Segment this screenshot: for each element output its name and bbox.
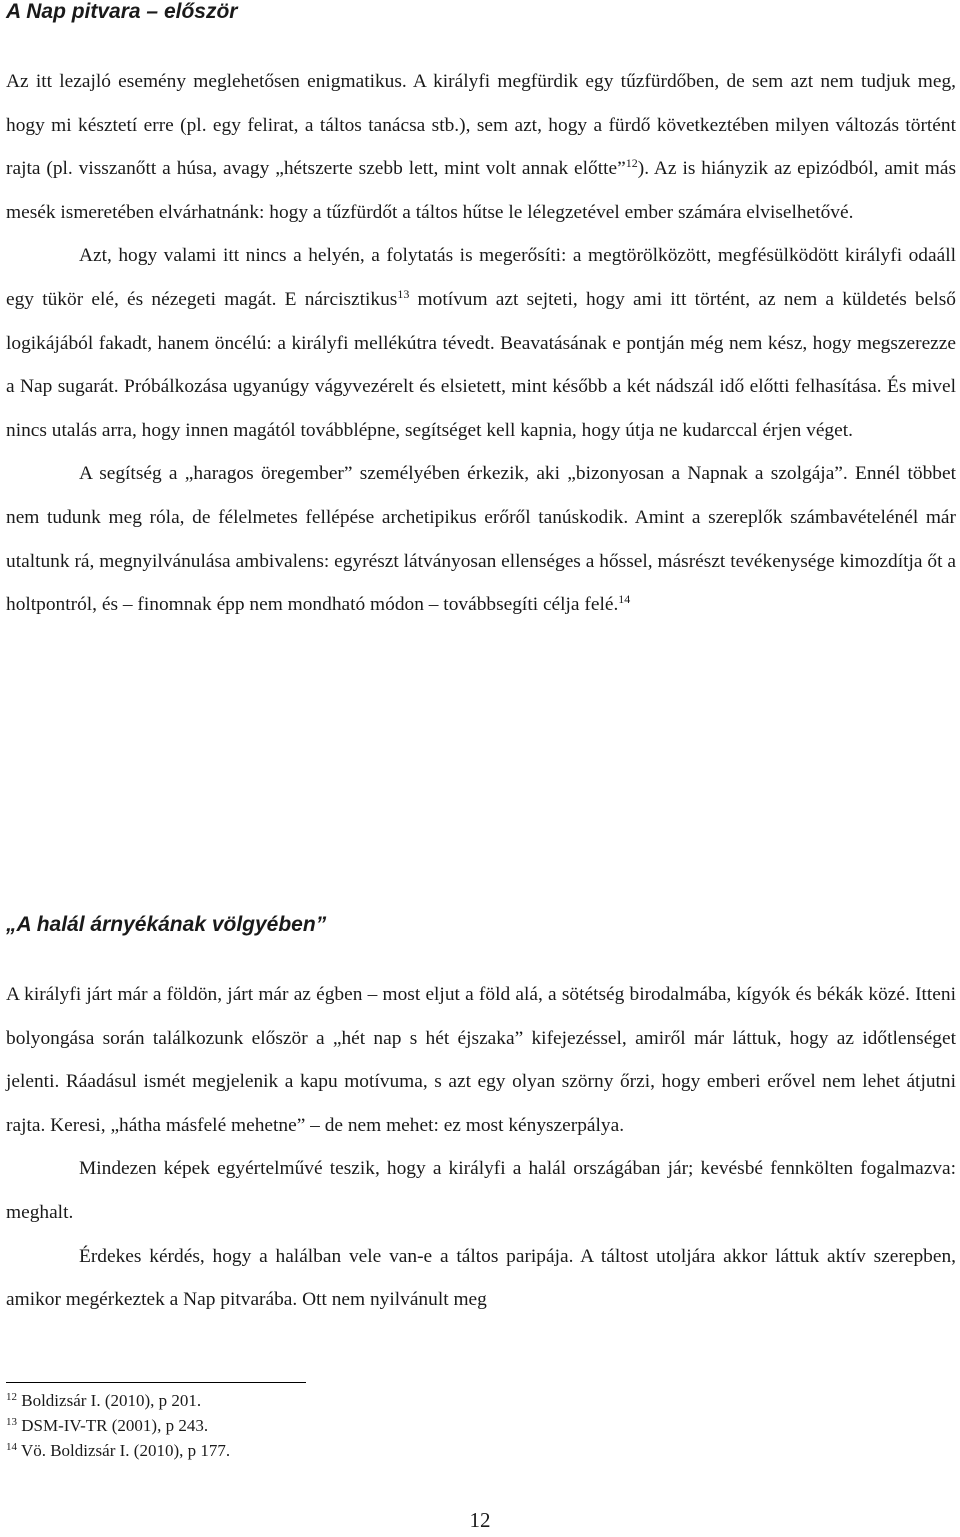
section-heading-halal-arnyeka: „A halál árnyékának völgyében”: [6, 913, 327, 936]
footnote-text: Boldizsár I. (2010), p 201.: [17, 1391, 202, 1410]
footnote-text: Vö. Boldizsár I. (2010), p 177.: [17, 1441, 231, 1460]
footnote-number: 13: [6, 1416, 17, 1428]
page-number: 12: [469, 1508, 491, 1532]
footnotes: [6, 1388, 706, 1463]
section-heading-nap-pitvara: A Nap pitvara – először: [6, 0, 238, 23]
footnote-ref-14[interactable]: 14: [618, 592, 631, 607]
footnote-item: [6, 1438, 706, 1463]
paragraph: A királyfi járt már a földön, járt már az égben – most eljut a föld alá, a sötétség birodalmába, kígyók és békák közé. Itteni bolyongása során találkozunk először a „hét nap s hét éjszaka” kifejezéssel, amiről már láttuk, hogy az időtlenséget jelenti. Ráadásul ismét megjelenik a kapu motívuma, s azt egy olyan szörny őrzi, hogy emberi erővel nem lehet átjutni rajta. Keresi, „hátha másfelé mehetne” – de nem mehet: ez most kényszerpálya.: [6, 984, 956, 1136]
footnote-item: [6, 1388, 706, 1413]
section-halal-arnyeka: [6, 973, 956, 1322]
footnote-ref-13[interactable]: 13: [397, 286, 410, 301]
footnote-number: 14: [6, 1441, 17, 1453]
section-nap-pitvara: [6, 60, 956, 627]
paragraph-text: ). Az is hiányzik az epizódból, amit más mesék ismeretében elvárhatnánk: hogy a tűzfürdőt a táltos hűtse le lélegzetével ember számára elviselhetővé.: [6, 158, 956, 223]
paragraph: Mindezen képek egyértelművé teszik, hogy a királyfi a halál országában jár; kevésbé fennkölten fogalmazva: meghalt.: [6, 1158, 956, 1223]
paragraph: [6, 234, 956, 452]
footnote-separator: [6, 1382, 306, 1383]
paragraph-text: A segítség a „haragos öregember” személyében érkezik, aki „bizonyosan a Napnak a szolgája”. Ennél többet nem tudunk meg róla, de félelmetes fellépése archetipikus erőről tanúskodik. Amint a szereplők számbavételénél már utaltunk rá, megnyilvánulása ambivalens: egyrészt látványosan ellenséges a hőssel, másrészt tevékenysége kimozdítja őt a holtpontról, és – finomnak épp nem mondható módon – továbbsegíti célja felé.: [6, 463, 956, 616]
footnote-text: DSM-IV-TR (2001), p 243.: [17, 1416, 209, 1435]
footnote-number: 12: [6, 1391, 17, 1403]
paragraph-text: motívum azt sejteti, hogy ami itt történt, az nem a küldetés belső logikájából fakadt, hanem öncélú: a királyfi mellékútra tévedt. Beavatásának e pontján még nem kész, hogy megszerezze a Nap sugarát. Próbálkozása ugyanúgy vágyvezérelt és elsietett, mint később a két nádszál idő előtti felhasítása. És mivel nincs utalás arra, hogy innen magától továbblépne, segítséget kell kapnia, hogy útja ne kudarccal érjen véget.: [6, 288, 956, 441]
paragraph: [6, 452, 956, 626]
paragraph: Érdekes kérdés, hogy a halálban vele van-e a táltos paripája. A táltost utoljára akkor láttuk aktív szerepben, amikor megérkeztek a Nap pitvarába. Ott nem nyilvánult meg: [6, 1245, 956, 1311]
footnote-item: [6, 1413, 706, 1438]
footnote-ref-12[interactable]: 12: [625, 156, 638, 171]
paragraph: [6, 60, 956, 234]
paragraph-text: Azt, hogy valami itt nincs a helyén, a folytatás is megerősíti: a megtörölközött, megfésülködött királyfi odaáll egy tükör elé, és nézegeti magát. E nárcisztikus: [6, 245, 956, 310]
paragraph-text: Az itt lezajló esemény meglehetősen enigmatikus. A királyfi megfürdik egy tűzfürdőben, de sem azt nem tudjuk meg, hogy mi késztetí erre (pl. egy felirat, a táltos tanácsa stb.), sem azt, hogy a fürdő következtében milyen változás történt rajta (pl. visszanőtt a húsa, avagy „hétszerte szebb lett, mint volt annak előtte”: [6, 71, 956, 180]
